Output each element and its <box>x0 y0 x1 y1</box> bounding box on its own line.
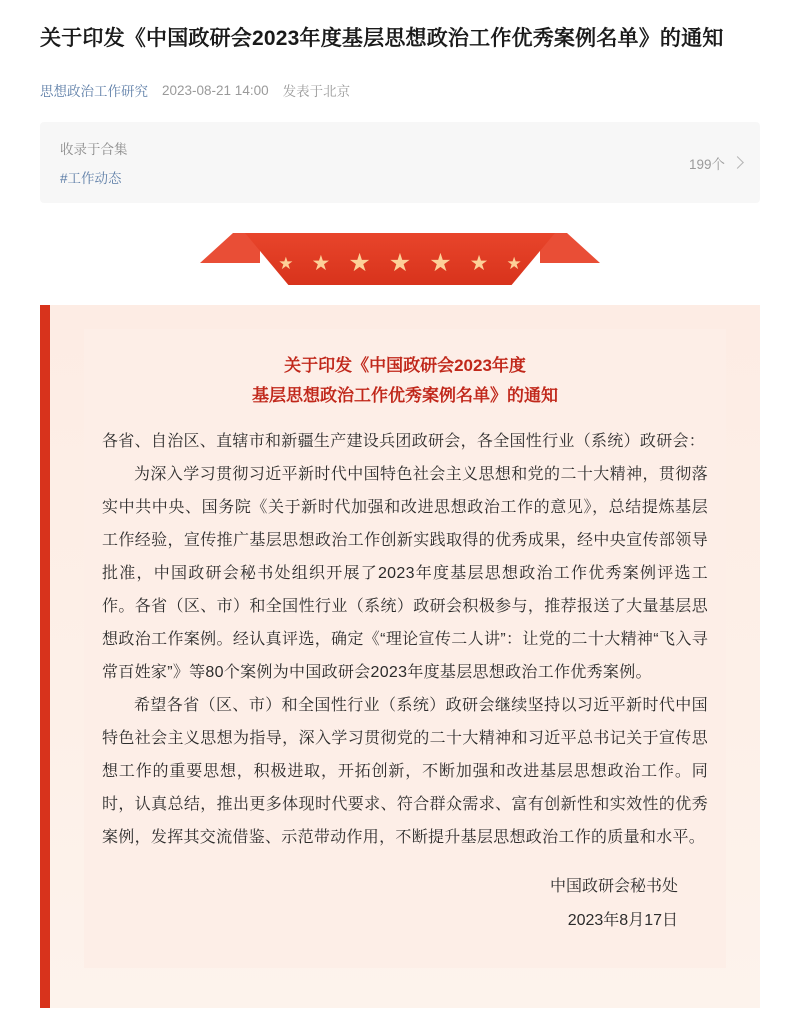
document-title-line-2: 基层思想政治工作优秀案例名单》的通知 <box>252 386 558 405</box>
chevron-right-icon <box>731 156 744 169</box>
star-icon: ★ <box>348 249 371 277</box>
document-signature <box>102 870 708 938</box>
collection-info <box>60 138 128 187</box>
collection-count-group[interactable] <box>689 153 742 173</box>
star-icon: ★ <box>388 249 412 277</box>
page-title: 关于印发《中国政研会2023年度基层思想政治工作优秀案例名单》的通知 <box>40 27 724 50</box>
star-icon: ★ <box>429 249 452 277</box>
publish-date: 2023-08-21 14:00 <box>162 82 269 98</box>
article-meta <box>40 80 760 100</box>
document-image <box>40 233 760 1008</box>
document-content <box>84 329 726 968</box>
document-paragraph: 为深入学习贯彻习近平新时代中国特色社会主义思想和党的二十大精神，贯彻落实中共中央、国务院《关于新时代加强和改进思想政治工作的意见》，总结提炼基层工作经验，宣传推广基层思想政治工作创新实践取得的优秀成果，经中央宣传部领导批准，中国政研会秘书处组织开展了2023年度基层思想政治工作优秀案例评选工作。各省（区、市）和全国性行业（系统）政研会积极参与，推荐报送了大量基层思想政治工作案例。经认真评选，确定《“理论宣传二人讲”：让党的二十大精神“飞入寻常百姓家”》等80个案例为中国政研会2023年度基层思想政治工作优秀案例。 <box>102 466 708 681</box>
document-body <box>40 305 760 1008</box>
collection-banner[interactable] <box>40 122 760 203</box>
collection-count: 199个 <box>688 156 725 172</box>
document-paragraph: 希望各省（区、市）和全国性行业（系统）政研会继续坚持以习近平新时代中国特色社会主义思想为指导，深入学习贯彻党的二十大精神和习近平总书记关于宣传思想工作的重要思想，积极进取，开拓创新，不断加强和改进基层思想政治工作。同时，认真总结，推出更多体现时代要求、符合群众需求、富有创新性和实效性的优秀案例，发挥其交流借鉴、示范带动作用，不断提升基层思想政治工作的质量和水平。 <box>102 697 708 846</box>
signature-org: 中国政研会秘书处 <box>549 878 678 895</box>
star-icon: ★ <box>469 252 489 275</box>
document-title <box>102 351 708 411</box>
star-icon: ★ <box>311 252 331 275</box>
collection-tag[interactable]: #工作动态 <box>60 171 122 186</box>
document-banner <box>40 233 760 305</box>
collection-label: 收录于合集 <box>60 142 128 157</box>
account-name[interactable]: 思想政治工作研究 <box>40 84 148 99</box>
ribbon-shape <box>245 233 555 285</box>
star-icon: ★ <box>278 254 294 273</box>
document-paragraph: 各省、自治区、直辖市和新疆生产建设兵团政研会，各全国性行业（系统）政研会： <box>102 433 706 450</box>
document-title-line-1: 关于印发《中国政研会2023年度 <box>284 356 526 375</box>
star-icon: ★ <box>506 254 522 273</box>
signature-date: 2023年8月17日 <box>567 912 678 929</box>
publish-location: 发表于北京 <box>282 84 351 99</box>
